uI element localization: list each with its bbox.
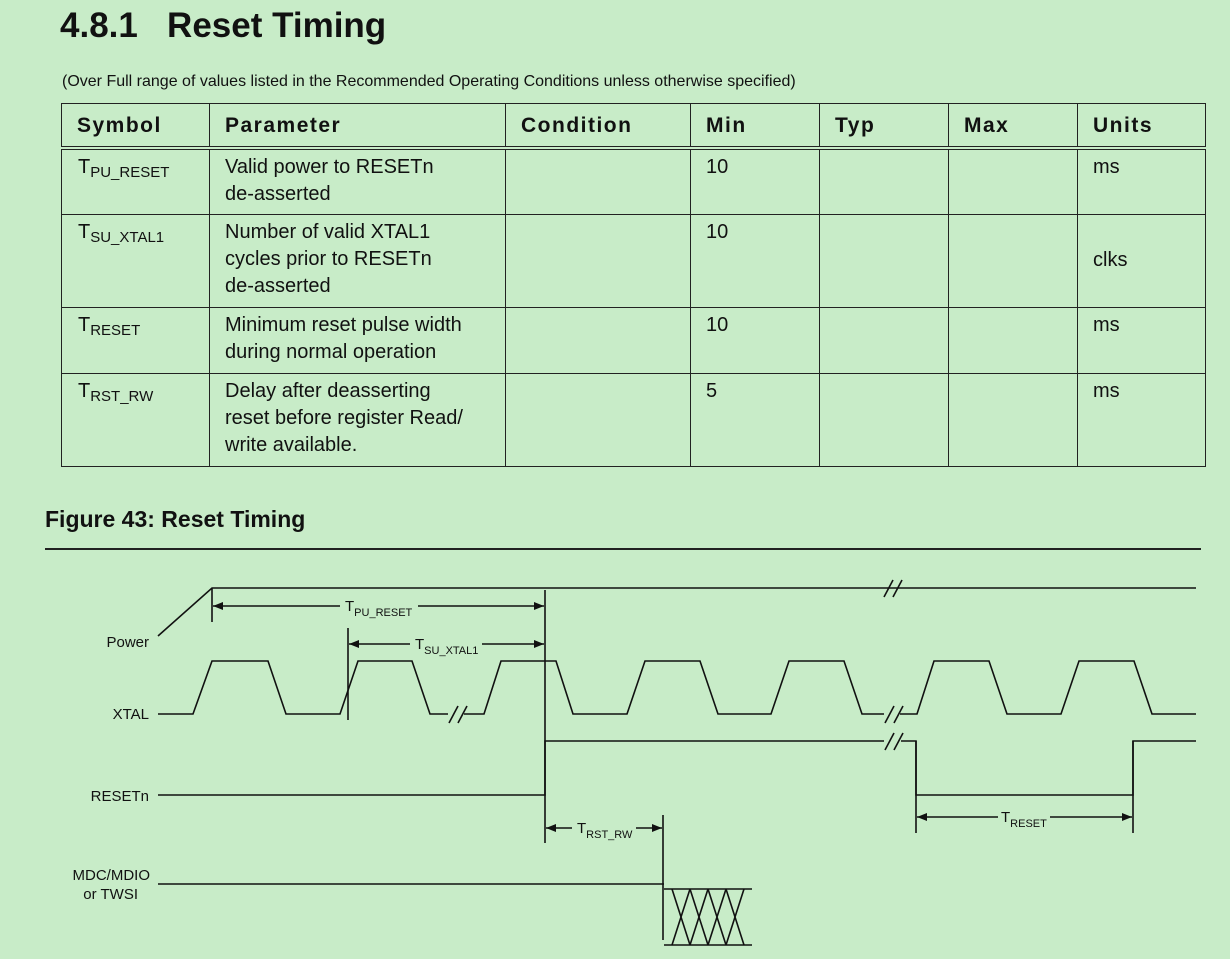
header-parameter: Parameter [210,104,506,149]
power-waveform [158,588,1196,636]
symbol-cell: $T_{RST\_RW}$ [62,373,210,466]
xtal-waveform [158,661,1196,714]
parameter-cell: Minimum reset pulse width during normal operation [210,307,506,373]
signal-label-resetn: RESETn [90,788,149,805]
min-cell: 10 [691,214,820,307]
parameter-cell: Valid power to RESETn de-asserted [210,148,506,214]
signal-label-twsi: or TWSI [83,886,138,903]
signal-label-mdc-mdio: MDC/MDIO [72,867,150,884]
symbol-cell: $T_{RESET}$ [62,307,210,373]
header-min: Min [691,104,820,149]
symbol-cell: $T_{PU\_RESET}$ [62,148,210,214]
min-cell: 10 [691,307,820,373]
parameter-cell: Delay after deasserting reset before register Read/ write available. [210,373,506,466]
label-t-su-xtal1: $T_{SU\_XTAL1}$ [415,636,479,657]
operating-conditions-note: (Over Full range of values listed in the Recommended Operating Conditions unless otherwise specified) [62,73,796,90]
header-typ: Typ [820,104,949,149]
header-max: Max [949,104,1078,149]
units-cell: ms [1078,373,1206,466]
header-symbol: Symbol [62,104,210,149]
mdc-bus-crosshatch [672,889,744,945]
signal-label-xtal: XTAL [112,706,149,723]
xtal-break-mark-a [449,706,458,723]
resetn-break-mark-a [885,733,894,750]
min-cell: 5 [691,373,820,466]
units-cell: clks [1078,214,1206,307]
label-t-rst-rw: $T_{RST\_RW}$ [577,820,633,841]
section-number: 4.8.1 [60,6,138,45]
label-t-reset: $T_{RESET}$ [1001,809,1047,830]
min-cell: 10 [691,148,820,214]
xtal-break-mark-c [885,706,894,723]
header-units: Units [1078,104,1206,149]
symbol-cell: $T_{SU\_XTAL1}$ [62,214,210,307]
signal-label-power: Power [106,634,149,651]
section-title-text: Reset Timing [167,6,387,45]
parameter-cell: Number of valid XTAL1 cycles prior to RESETn de-asserted [210,214,506,307]
resetn-waveform [158,741,1196,795]
label-t-pu-reset: $T_{PU\_RESET}$ [345,598,413,619]
header-condition: Condition [506,104,691,149]
units-cell: ms [1078,307,1206,373]
figure-title: Figure 43: Reset Timing [45,506,306,532]
units-cell: ms [1078,148,1206,214]
